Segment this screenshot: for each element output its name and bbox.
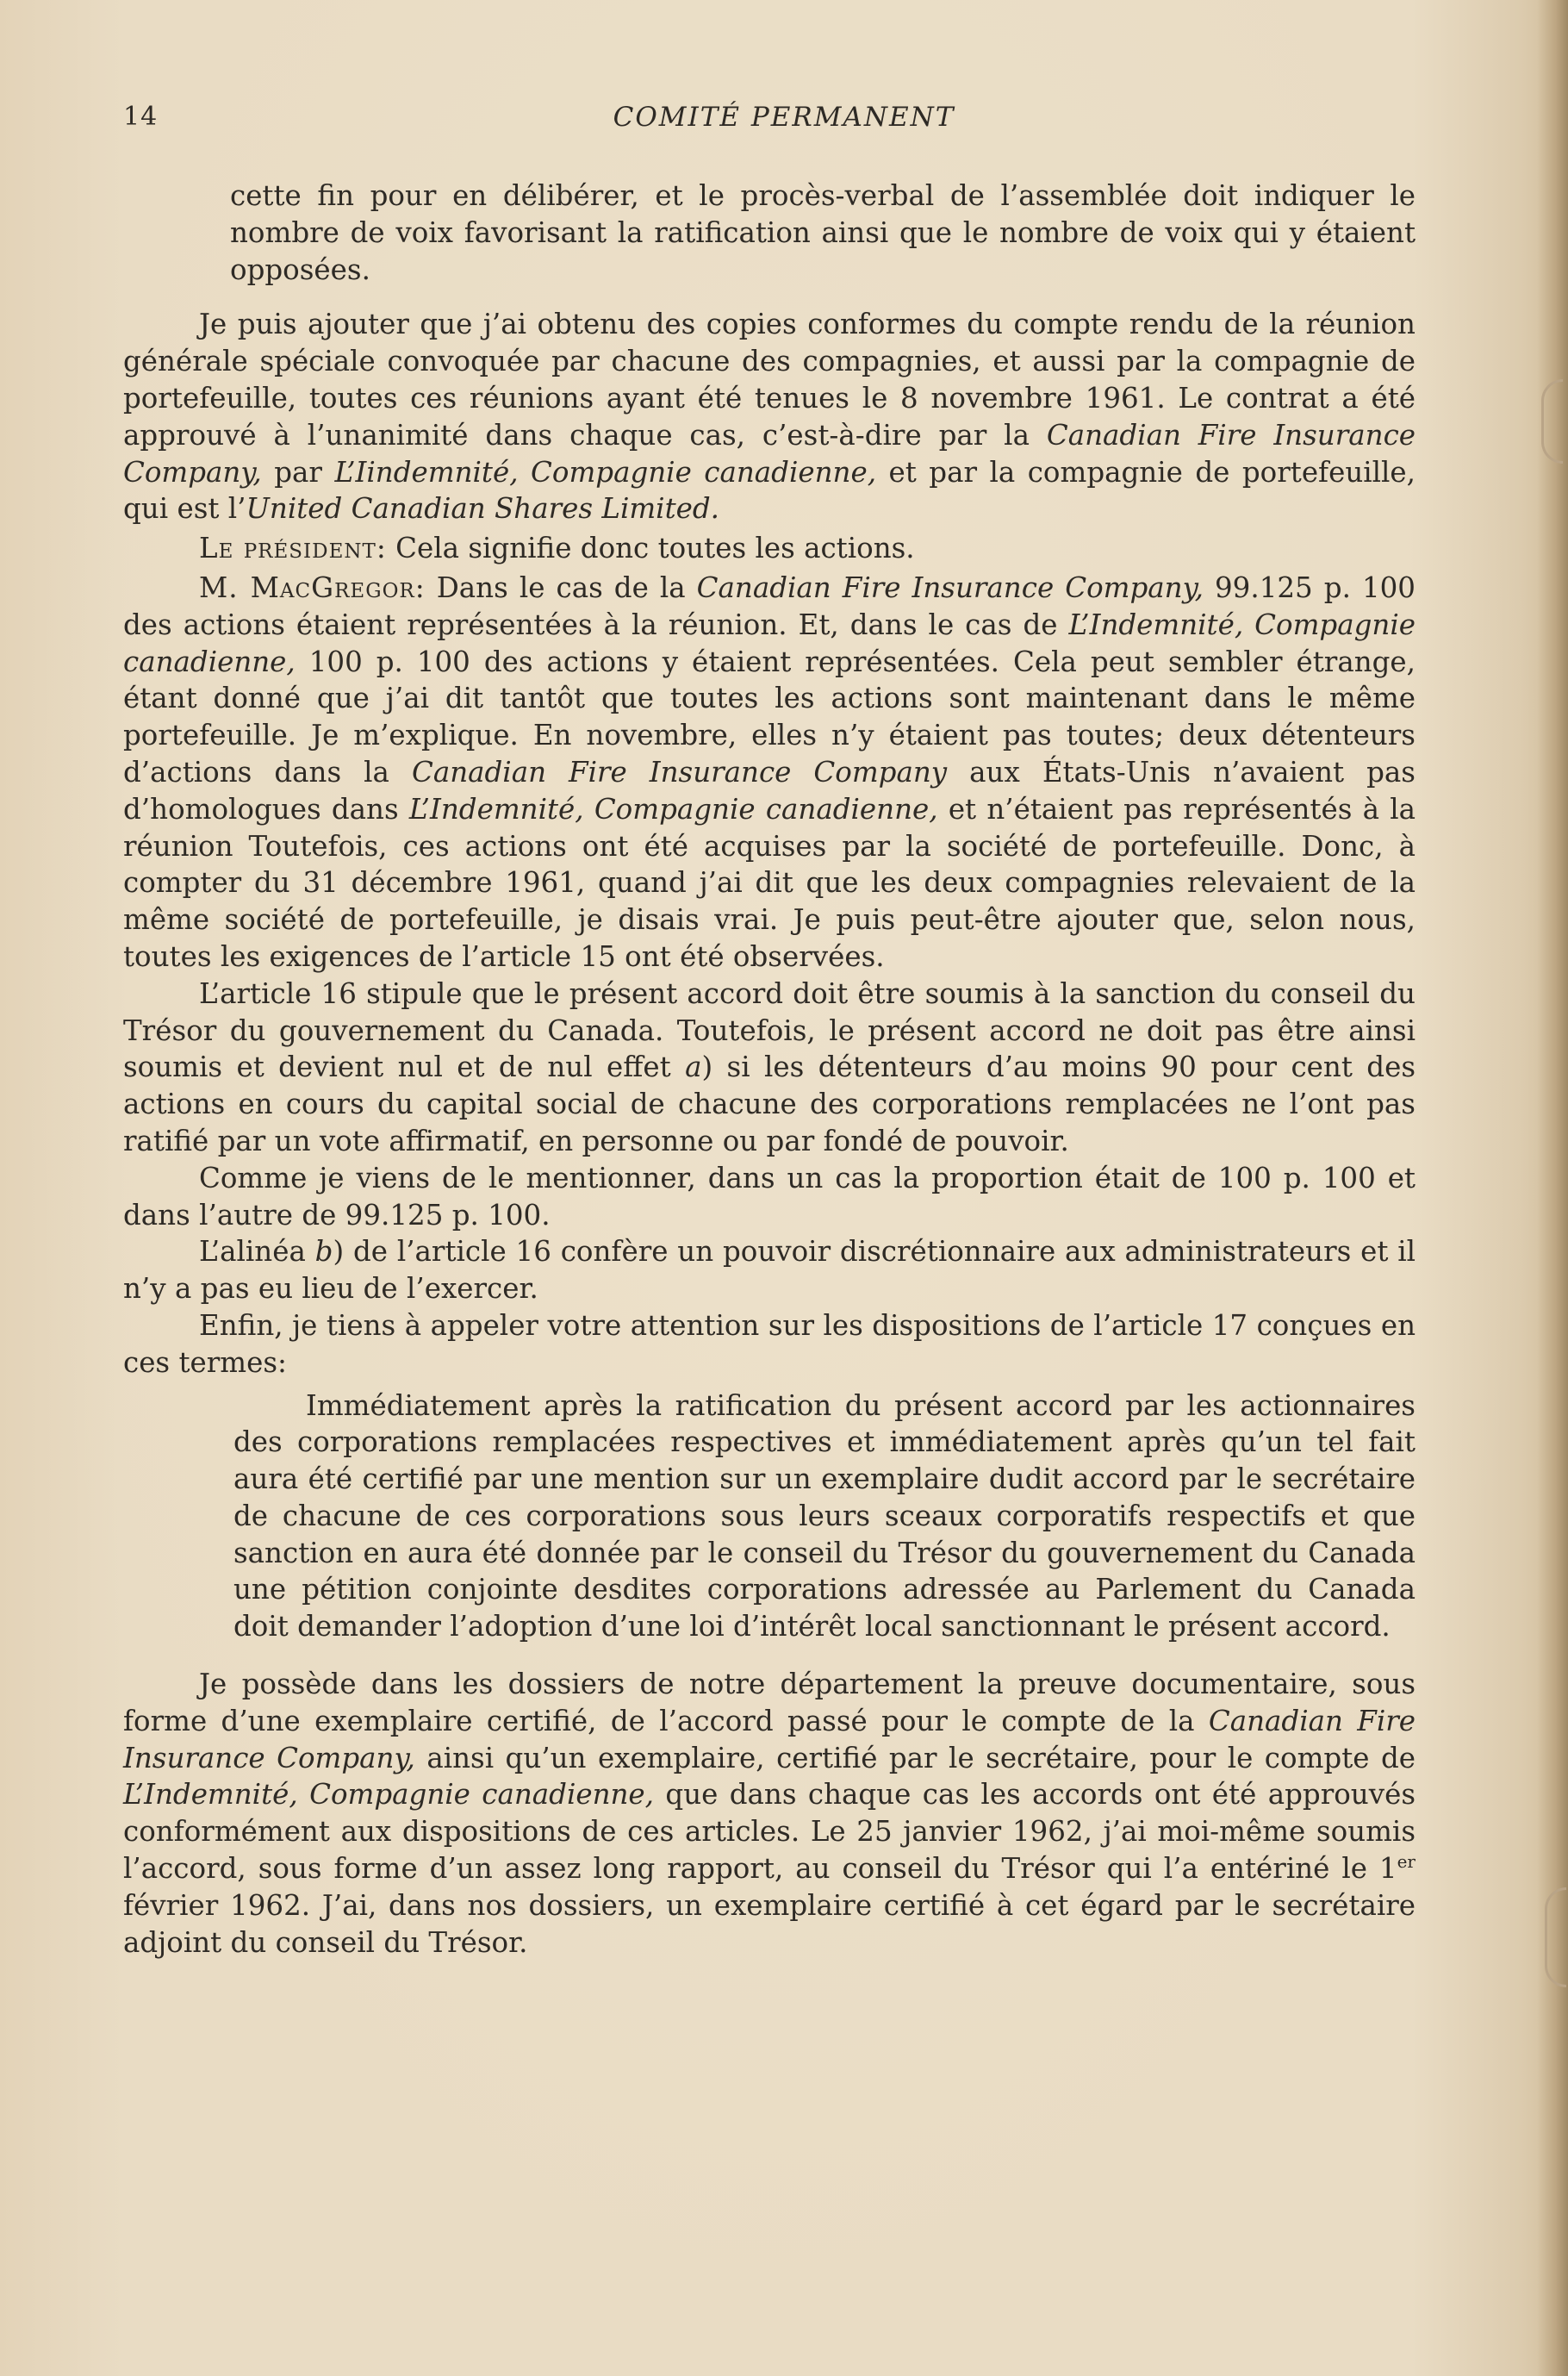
paragraph	[123, 1307, 1416, 1381]
paragraph	[123, 1233, 1416, 1307]
paragraph-text: que dans chaque cas les accords ont été approuvés conformément aux dispositions de ces articles. Le 25 janvier 1962, j’ai moi-même soumis l’accord, sous forme d’un assez long rapport, au conseil du Trésor qui l’a entériné le 1	[123, 1778, 1416, 1886]
speaker-name: M. MacGregor:	[199, 571, 426, 604]
running-head: COMITÉ PERMANENT	[613, 102, 955, 133]
paragraph-continuation	[123, 178, 1416, 288]
paragraph-text: ) si les détenteurs d’au moins 90 pour cent des actions en cours du capital social de chacune des corporations remplacées ne l’ont pas ratifié par un vote affirmatif, en personne ou par fondé de pouvoir.	[123, 1051, 1416, 1157]
paragraph-text: 99.125 p. 100 des actions étaient représentées à la réunion. Et, dans le cas de	[123, 571, 1416, 641]
company-name: Canadian Fire Insurance Company	[411, 755, 948, 789]
paragraph-text: aux États-Unis n’avaient pas d’homologues dans	[123, 755, 1416, 826]
block-quote: Immédiatement après la ratification du présent accord par les actionnaires des corporations remplacées respectives et immédiatement après qu’un tel fait aura été certifié par une mention sur un exemplaire dudit accord par le secrétaire de chacune de ces corporations sous leurs sceaux corporatifs respectifs et que sanction en aura été donnée par le conseil du Trésor du gouvernement du Canada une pétition conjointe desdites corporations adressée au Parlement du Canada doit demander l’adoption d’une loi d’intérêt local sanctionnant le présent accord.	[233, 1388, 1416, 1643]
paragraph-text: Je possède dans les dossiers de notre département la preuve documentaire, sous forme d’une exemplaire certifié, de l’accord passé pour le compte de la	[123, 1668, 1416, 1737]
paragraph-text: et par la compagnie de portefeuille, qui est l’	[123, 455, 1416, 526]
company-name: L’Indemnité, Compagnie canadienne,	[123, 1778, 655, 1812]
company-name: Canadian Fire Insurance Company,	[123, 418, 1416, 489]
paragraph-text: Comme je viens de le mentionner, dans un cas la proportion était de 100 p. 100 et dans l’autre de 99.125 p. 100.	[123, 1161, 1416, 1232]
clause-letter: b	[314, 1235, 333, 1269]
paragraph-text: 100 p. 100 des actions y étaient représentées. Cela peut sembler étrange, étant donné que j’ai dit tantôt que toutes les actions sont maintenant dans le même portefeuille. Je m’explique. En novembre, elles n’y étaient pas toutes; deux détenteurs d’actions dans la	[123, 645, 1416, 789]
paragraph-text: et n’étaient pas représentés à la réunion Toutefois, ces actions ont été acquises par la société de portefeuille. Donc, à compter du 31 décembre 1961, quand j’ai dit que les deux compagnies relevaient de la même société de portefeuille, je disais vrai. Je puis peut-être ajouter que, selon nous, toutes les exigences de l’article 15 ont été observées.	[123, 792, 1416, 973]
paragraph	[123, 1666, 1416, 1961]
paragraph-text: cette fin pour en délibérer, et le procès-verbal de l’assemblée doit indiquer le nombre de voix favorisant la ratification ainsi que le nombre de voix qui y étaient opposées.	[230, 179, 1416, 286]
paragraph-text: Je puis ajouter que j’ai obtenu des copies conformes du compte rendu de la réunion générale spéciale convoquée par chacune des compagnies, et aussi par la compagnie de portefeuille, toutes ces réunions ayant été tenues le 8 novembre 1961. Le contrat a été approuvé à l’unanimité dans chaque cas, c’est-à-dire par la	[123, 308, 1416, 452]
paragraph-text: février 1962. J’ai, dans nos dossiers, un exemplaire certifié à cet égard par le secrétaire adjoint du conseil du Trésor.	[123, 1888, 1416, 1959]
margin-ring-mark	[1545, 1887, 1566, 1987]
paragraph-text: L’alinéa	[199, 1235, 315, 1269]
paragraph-text: Dans le cas de la	[425, 571, 697, 604]
paragraph-macgregor	[123, 570, 1416, 976]
clause-letter: a	[685, 1051, 702, 1084]
paragraph-text: ) de l’article 16 confère un pouvoir discrétionnaire aux administrateurs et il n’y a pas eu lieu de l’exercer.	[123, 1235, 1416, 1306]
company-name: L’Iindemnité, Compagnie canadienne,	[334, 455, 877, 489]
paragraph-text: Enfin, je tiens à appeler votre attention sur les dispositions de l’article 17 conçues en ces termes:	[123, 1308, 1416, 1379]
company-name: United Canadian Shares Limited.	[246, 492, 720, 526]
ordinal-superscript: er	[1397, 1851, 1416, 1873]
margin-ring-mark	[1541, 379, 1563, 464]
paragraph-text: L’article 16 stipule que le présent accord doit être soumis à la sanction du conseil du Trésor du gouvernement du Canada. Toutefois, le présent accord ne doit pas être ainsi soumis et devient nul et de nul effet	[123, 976, 1416, 1084]
speaker-name: Le président:	[199, 532, 387, 565]
company-name: Canadian Fire Insurance Company,	[696, 571, 1204, 604]
company-name: L’Indemnité, Compagnie canadienne,	[408, 792, 938, 826]
paragraph	[123, 306, 1416, 527]
body-text	[123, 178, 1416, 1961]
paragraph	[123, 976, 1416, 1160]
paragraph	[123, 1160, 1416, 1234]
paragraph-text: par	[261, 455, 335, 489]
paragraph-text: ainsi qu’un exemplaire, certifié par le secrétaire, pour le compte de	[414, 1741, 1416, 1774]
page-edge-shadow	[1537, 0, 1568, 2376]
paragraph-president	[123, 530, 1416, 567]
page-header	[0, 102, 1568, 141]
company-name: Canadian Fire Insurance Company,	[123, 1704, 1416, 1774]
company-name: L’Indemnité, Compagnie canadienne,	[123, 608, 1416, 678]
paragraph-text: Cela signifie donc toutes les actions.	[386, 532, 915, 565]
page-number: 14	[123, 102, 159, 132]
